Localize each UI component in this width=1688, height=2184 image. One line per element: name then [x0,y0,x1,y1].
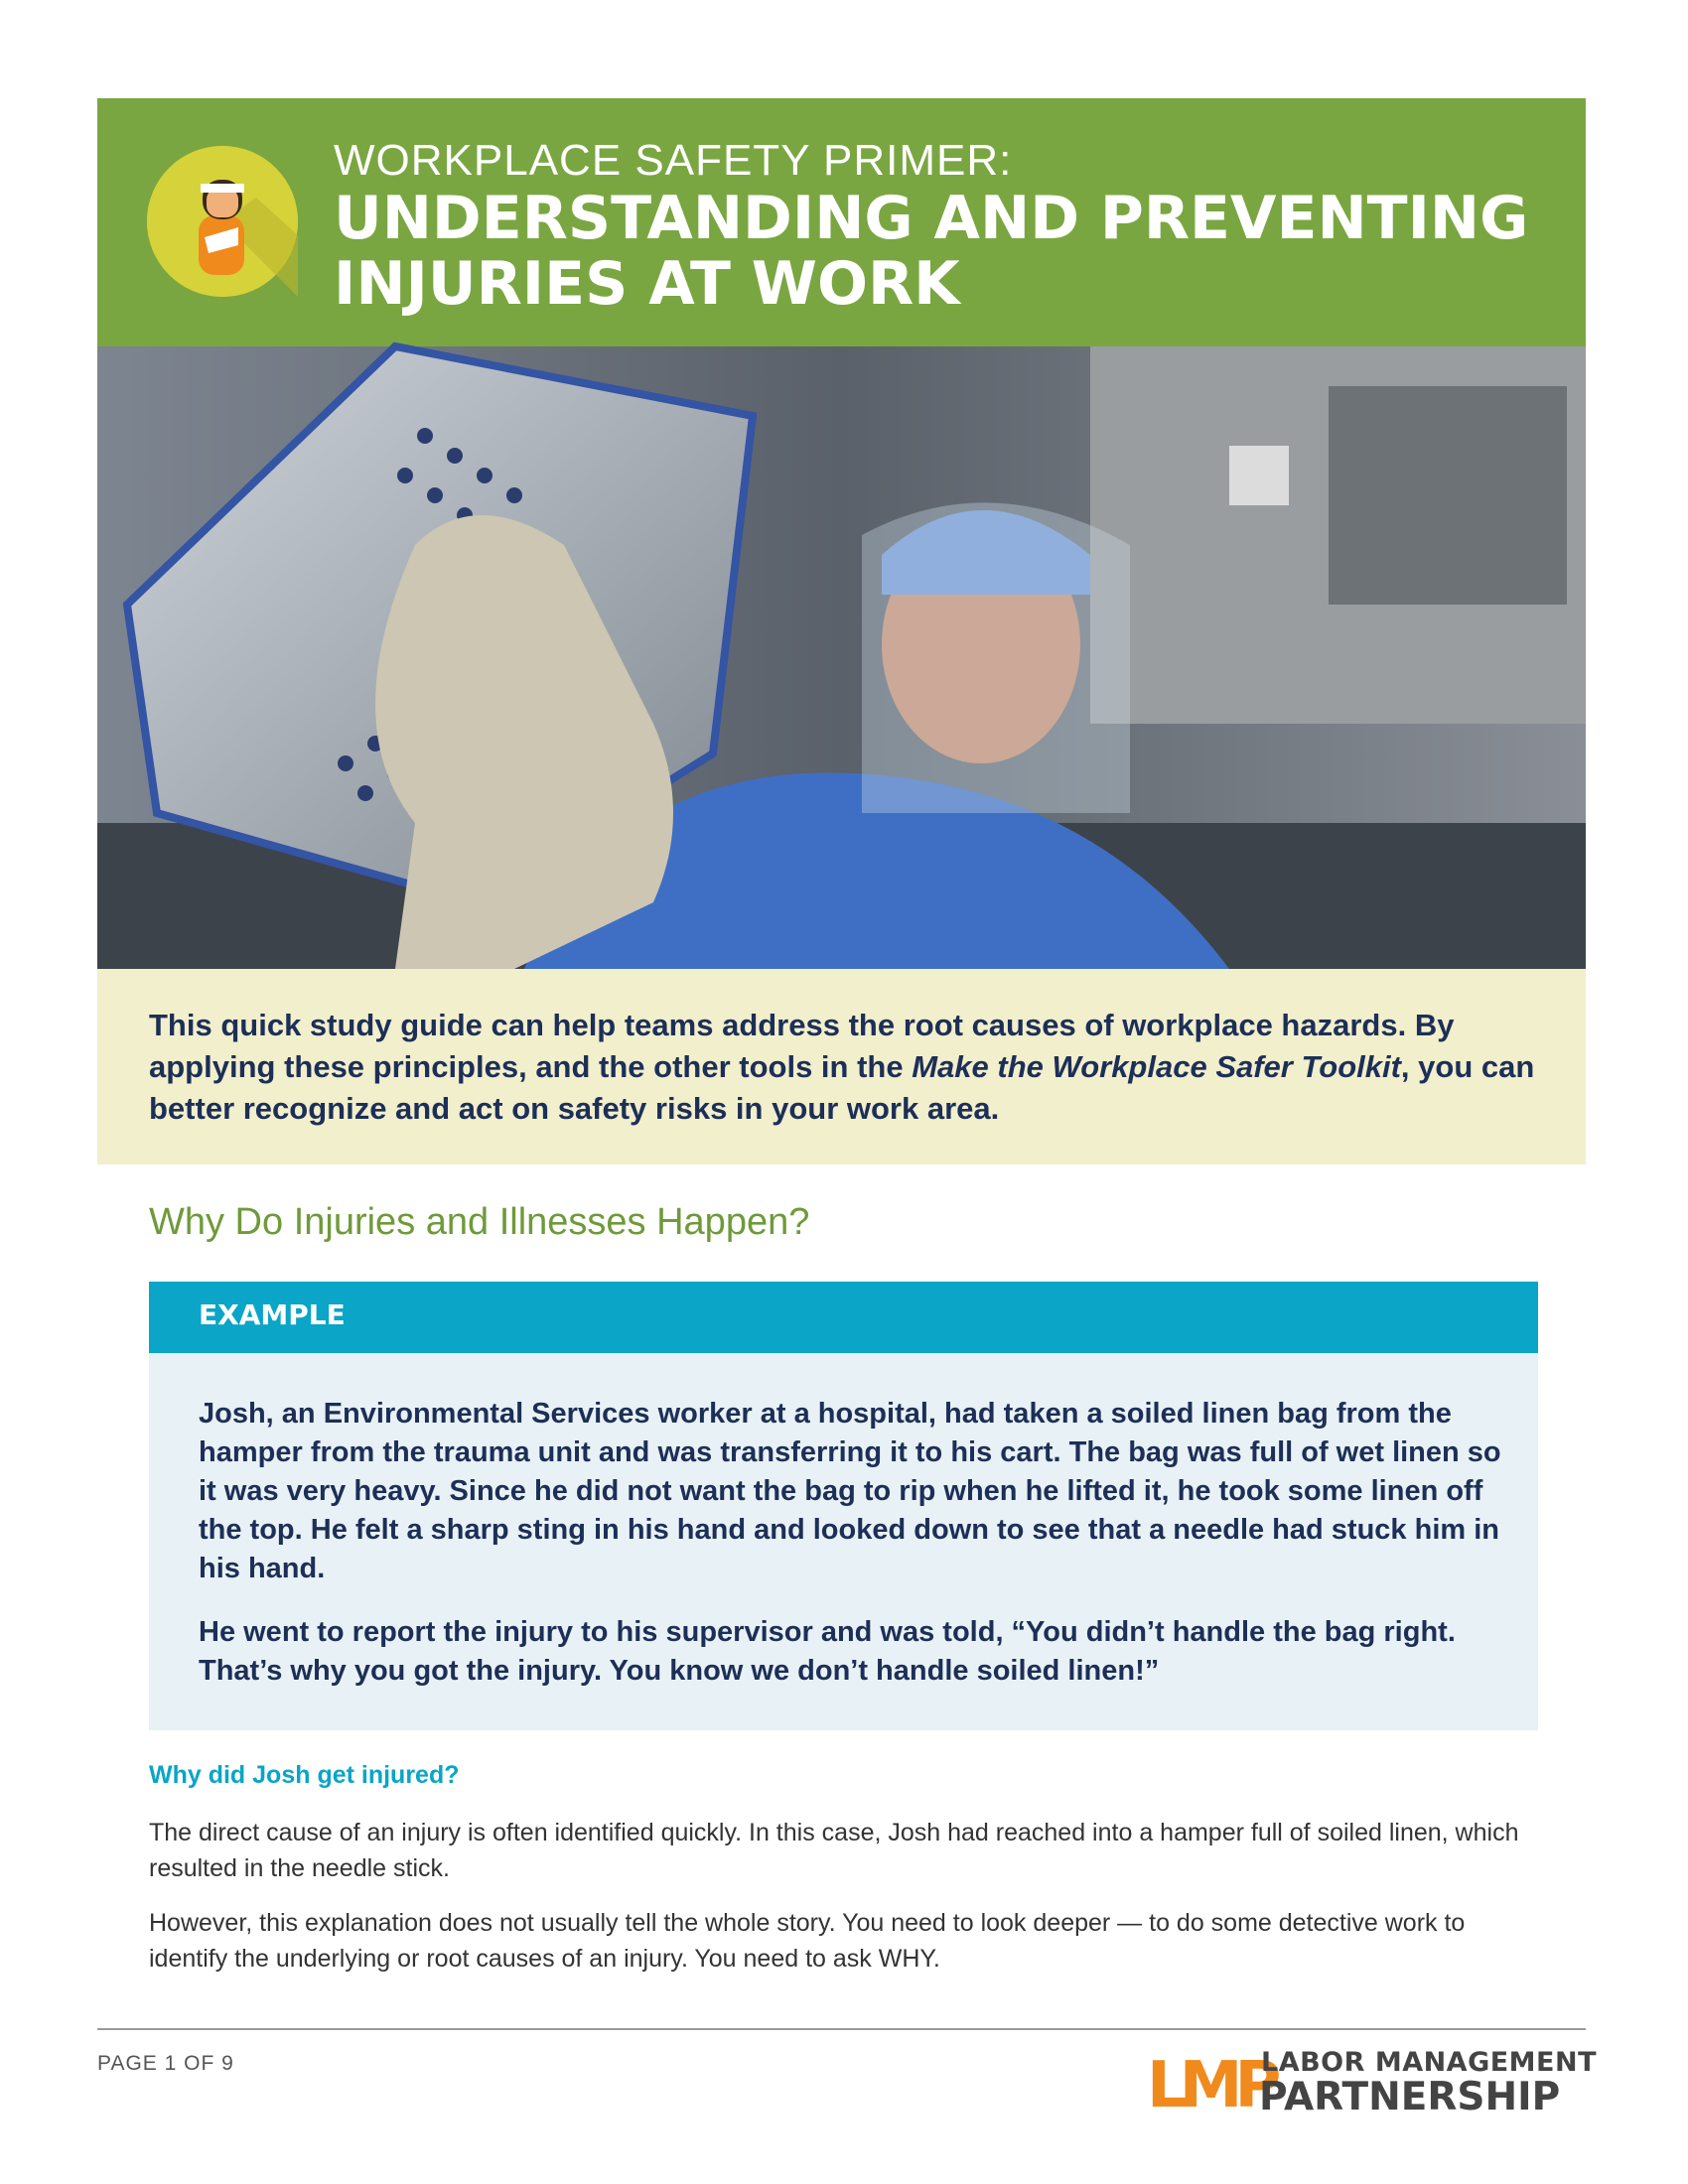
logo-line2: PARTNERSHIP [1259,2075,1561,2119]
example-label: EXAMPLE [199,1298,346,1331]
intro-panel [97,969,1586,1164]
example-paragraph: He went to report the injury to his supervisor and was told, “You didn’t handle the bag right. That’s why you got the injury. You know we don’t handle soiled linen!” [199,1616,1456,1687]
question-heading: Why did Josh get injured? [149,1761,460,1789]
page-title: UNDERSTANDING AND PREVENTING INJURIES AT WORK [334,184,1529,319]
lmp-logo [1147,2047,1598,2122]
body-paragraph: The direct cause of an injury is often identified quickly. In this case, Josh had reached into a hamper full of soiled linen, which resulted in the needle stick. [149,1819,1519,1882]
example-header [149,1282,1538,1353]
header-banner [97,98,1586,346]
injured-worker-icon [147,146,298,297]
banner-kicker: WORKPLACE SAFETY PRIMER: [334,136,1013,185]
footer-divider [97,2028,1586,2030]
body-paragraph: However, this explanation does not usually tell the whole story. You need to look deeper — to do some detective work to identify the underlying or root causes of an injury. You need to ask WHY. [149,1909,1466,1973]
logo-line1: LABOR MANAGEMENT [1261,2047,1598,2078]
toolkit-name: Make the Workplace Safer Toolkit [912,1049,1401,1084]
example-paragraph: Josh, an Environmental Services worker at a hospital, had taken a soiled linen bag from the hamper from the trauma unit and was transferring it to his cart. The bag was full of wet linen so it was very heavy. Since he did not want the bag to rip when he lifted it, he took some linen off the top. He felt a sharp sting in his hand and looked down to see that a needle had stuck him in his hand. [199,1398,1501,1584]
example-body [149,1353,1538,1730]
section-title: Why Do Injuries and Illnesses Happen? [149,1201,810,1243]
intro-text: This quick study guide can help teams address the root causes of workplace hazards. By applying these principles, and the other tools in the Make the Workplace Safer Toolkit, you can better recognize and act on safety risks in your work area. [149,1008,1535,1126]
page-number: PAGE 1 OF 9 [97,2052,234,2075]
svg-text:LMP: LMP [1147,2049,1274,2122]
hero-photo [97,346,1586,969]
lmp-logo-mark [1147,2047,1274,2122]
